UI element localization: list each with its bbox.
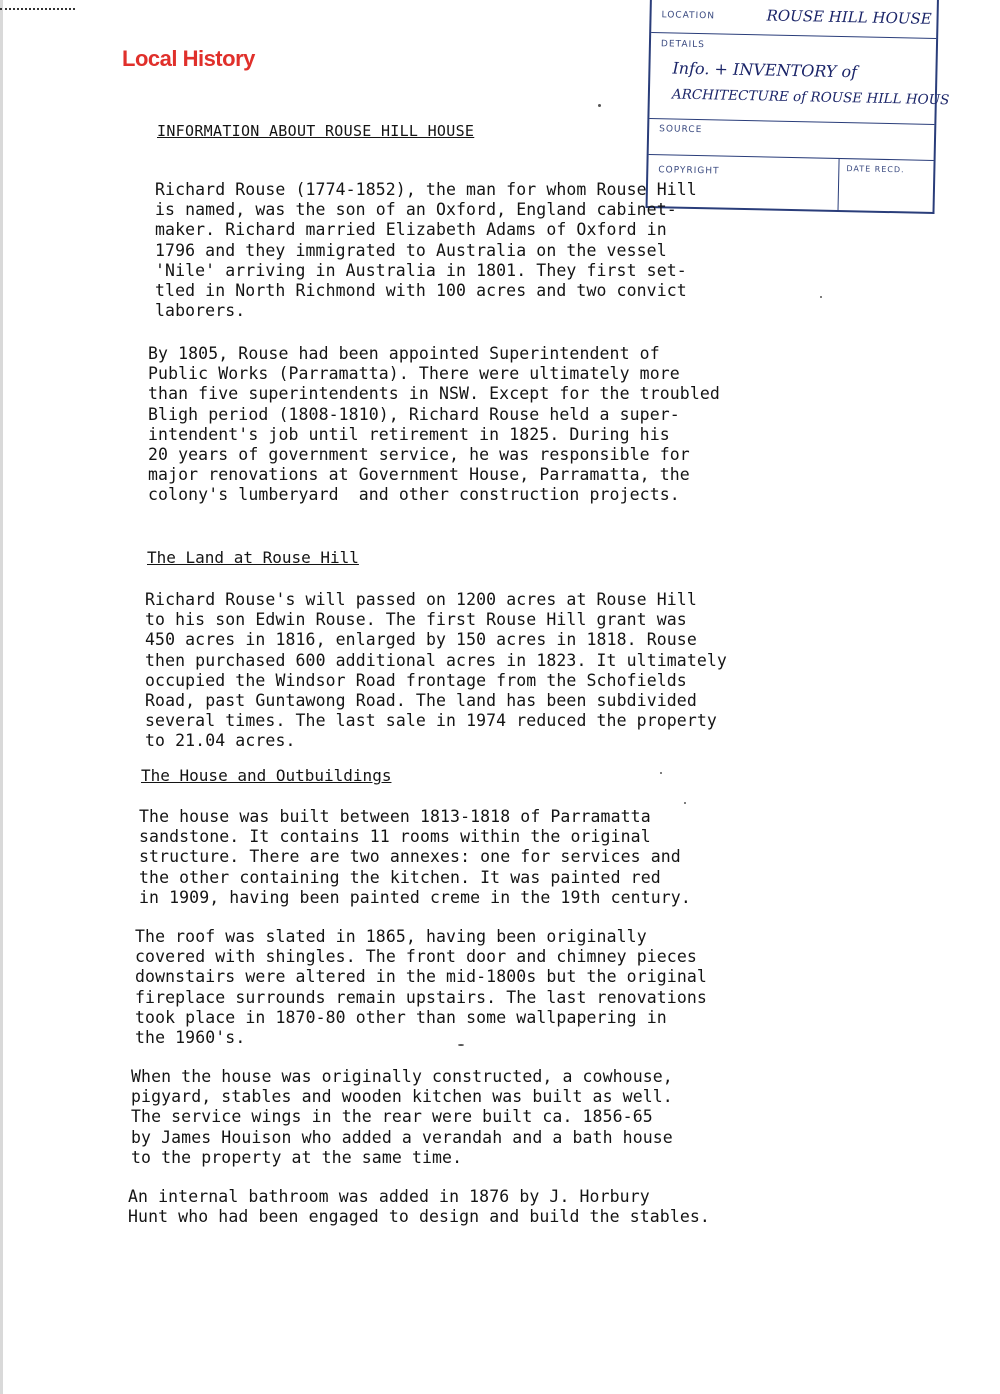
details-label: DETAILS xyxy=(660,39,706,51)
copyright-label: COPYRIGHT xyxy=(658,165,720,177)
location-value: ROUSE HILL HOUSE xyxy=(766,6,932,28)
scan-speck xyxy=(660,772,662,774)
paragraph-outbuildings: When the house was originally constructed, a cowhouse, pigyard, stables and wooden kitchen was built as well. The service wings in the rear were built ca. 1856-65 by James Houison who added a verandah and a bath house to the property at the same time. xyxy=(131,1067,673,1167)
scan-speck xyxy=(684,802,686,804)
paragraph-bathroom: An internal bathroom was added in 1876 by J. Horbury Hunt who had been engaged to design and build the stables. xyxy=(128,1187,710,1227)
scan-speck xyxy=(598,104,601,107)
card-divider xyxy=(649,154,934,161)
section-heading-land: The Land at Rouse Hill xyxy=(147,548,359,567)
paragraph-land: Richard Rouse's will passed on 1200 acres at Rouse Hill to his son Edwin Rouse. The first Rouse Hill grant was 450 acres in 1816, enlarged by 150 acres in 1818. Rouse then purchased 600 additional acres in 1823. It ultimately occupied the Windsor Road frontage from the Schofields Road, past Guntawong Road. The land has been subdivided several times. The last sale in 1974 reduced the property to 21.04 acres. xyxy=(145,590,727,751)
paragraph-roof: The roof was slated in 1865, having been originally covered with shingles. The front door and chimney pieces downstairs were altered in the mid-1800s but the original fireplace surrounds remain upstairs. The last renovations took place in 1870-80 other than some wallpapering in the 1960's. xyxy=(135,927,707,1048)
card-divider xyxy=(651,32,936,39)
date-column-divider xyxy=(838,158,840,210)
corner-mark xyxy=(0,8,75,16)
location-label: LOCATION xyxy=(661,10,716,22)
local-history-stamp: Local History xyxy=(122,46,255,71)
document-title: INFORMATION ABOUT ROUSE HILL HOUSE xyxy=(157,122,475,140)
scan-speck xyxy=(820,296,822,298)
details-line-1: Info. + INVENTORY of xyxy=(672,58,858,82)
details-line-2: ARCHITECTURE of ROUSE HILL HOUS xyxy=(671,86,950,109)
paragraph-richard-rouse: Richard Rouse (1774-1852), the man for whom Rouse Hill is named, was the son of an Oxford, England cabinet- maker. Richard married Elizabeth Adams of Oxford in 1796 and they immigrated to Australia on the vessel 'Nile' arriving in Australia in 1801. They first set- tled in North Richmond with 100 acres and two convict laborers. xyxy=(155,180,697,321)
paragraph-superintendent: By 1805, Rouse had been appointed Superintendent of Public Works (Parramatta). There were ultimately more than five superintendents in NSW. Except for the troubled Bligh period (1808-1810), Richard Rouse held a super- intendent's job until retirement in 1825. During his 20 years of government service, he was responsible for major renovations at Government House, Parramatta, the colony's lumberyard and other construction projects. xyxy=(148,344,720,505)
date-received-label: DATE RECD. xyxy=(846,164,905,175)
paragraph-house-construction: The house was built between 1813-1818 of Parramatta sandstone. It contains 11 rooms within the original structure. There are two annexes: one for services and the other containing the kitchen. It was painted red in 1909, having been painted creme in the 19th century. xyxy=(139,807,691,907)
section-heading-house: The House and Outbuildings xyxy=(141,766,392,785)
source-label: SOURCE xyxy=(659,124,703,136)
scan-speck xyxy=(458,1044,464,1046)
